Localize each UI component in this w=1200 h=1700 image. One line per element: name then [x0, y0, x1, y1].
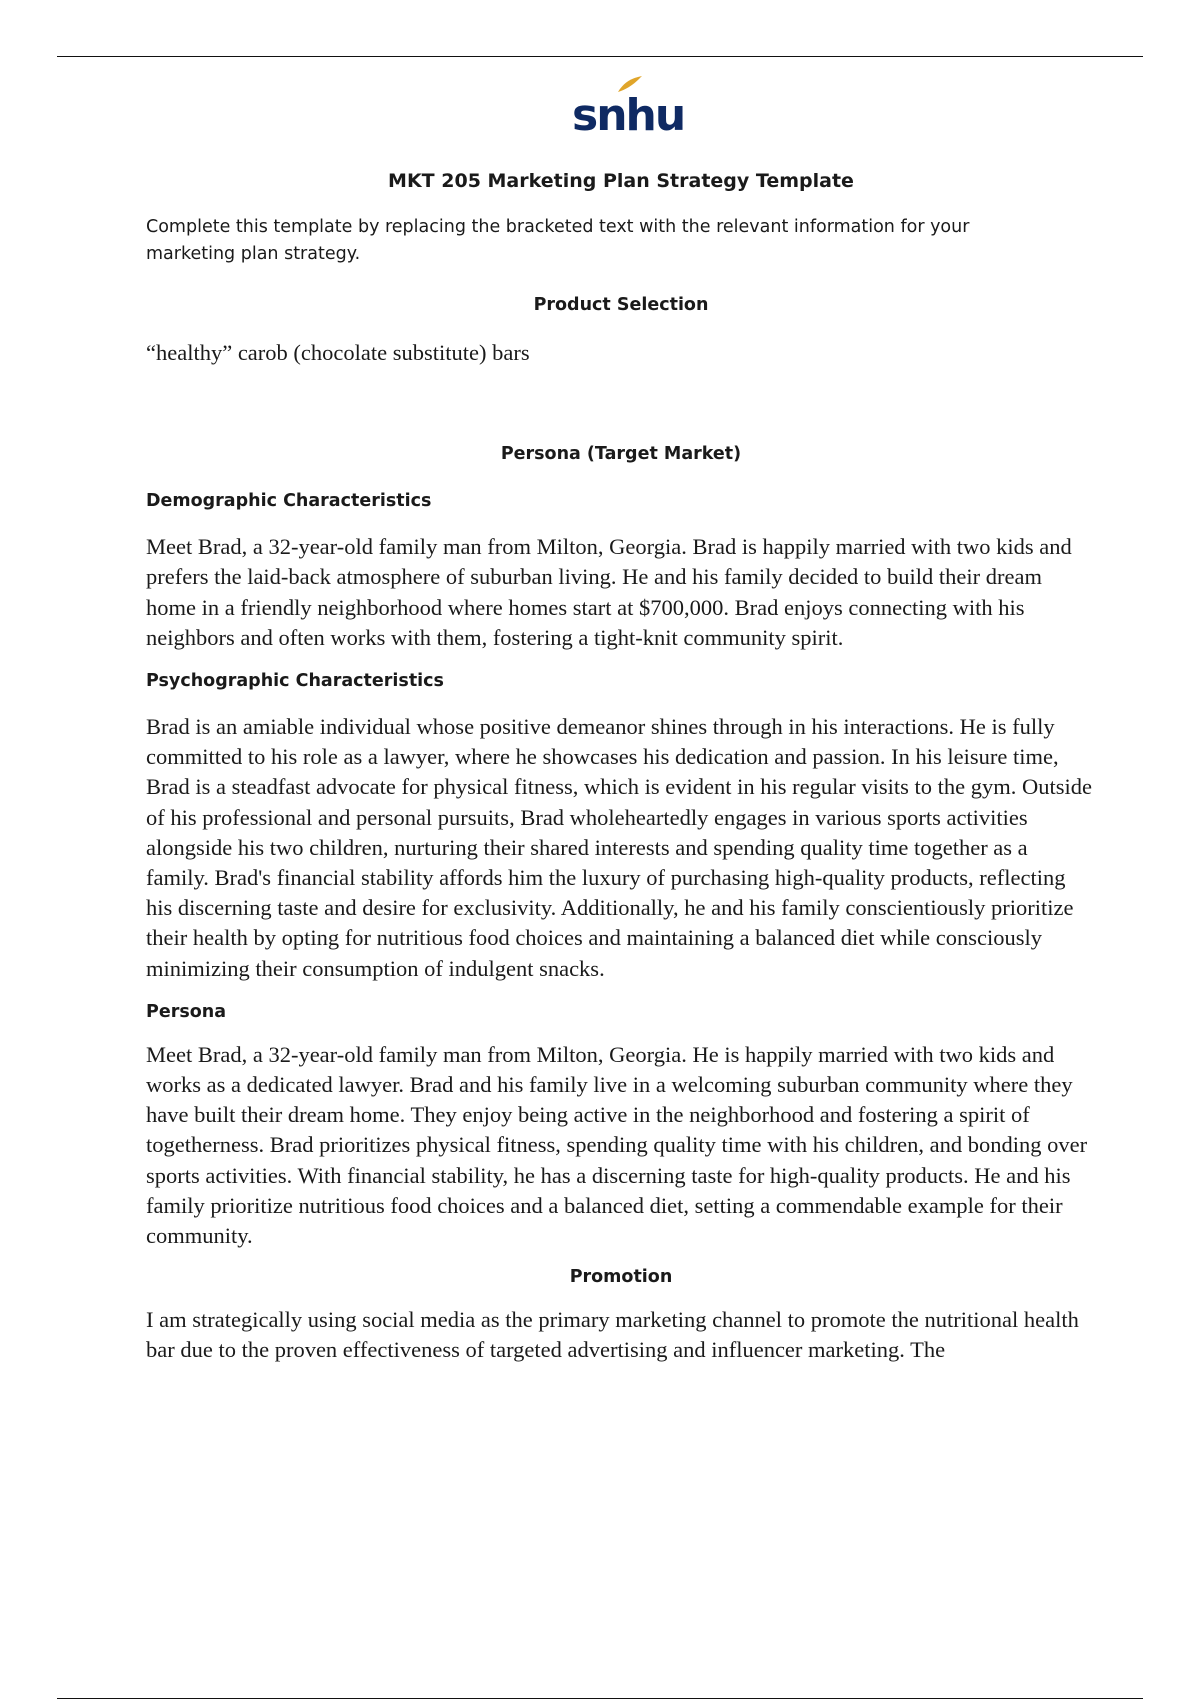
top-rule: [57, 56, 1143, 57]
persona-text: Meet Brad, a 32-year-old family man from Milton, Georgia. He is happily married with two kids and works as a dedicated lawyer. Brad and his family live in a welcoming suburban community where they have built their dream home. They enjoy being active in the neighborhood and fostering a spirit of togetherness. Brad prioritizes physical fitness, spending quality time with his children, and bonding over sports activities. With financial stability, he has a discerning taste for high-quality products. He and his family prioritize nutritious food choices and a balanced diet, setting a commendable example for their community.: [146, 1041, 1088, 1249]
demographic-text: Meet Brad, a 32-year-old family man from Milton, Georgia. Brad is happily married with two kids and prefers the laid-back atmosphere of suburban living. He and his family decided to build their dream home in a friendly neighborhood where homes start at $700,000. Brad enjoys connecting with his neighbors and often works with them, fostering a tight-knit community spirit.: [146, 534, 1072, 650]
snhu-logo: [572, 76, 685, 141]
persona-heading: Persona: [146, 1001, 227, 1022]
promotion-text: I am strategically using social media as the primary marketing channel to promote the nutritional health bar due to the proven effectiveness of targeted advertising and influencer marketing. The: [146, 1307, 1079, 1363]
persona-target-market-heading: Persona (Target Market): [500, 444, 742, 465]
demographic-heading: Demographic Characteristics: [146, 491, 432, 512]
product-selection-text: “healthy” carob (chocolate substitute) bars: [146, 340, 530, 365]
psychographic-heading: Psychographic Characteristics: [146, 671, 444, 692]
promotion-heading: Promotion: [569, 1267, 673, 1288]
logo-wordmark: snhu: [572, 90, 685, 141]
instructions-text: Complete this template by replacing the bracketed text with the relevant information for your marketing plan strategy.: [146, 217, 970, 264]
psychographic-text: Brad is an amiable individual whose positive demeanor shines through in his interactions. He is fully committed to his role as a lawyer, where he showcases his dedication and passion. In his leisure time, Brad is a steadfast advocate for physical fitness, which is evident in his regular visits to the gym. Outside of his professional and personal pursuits, Brad wholeheartedly engages in various sports activities alongside his two children, nurturing their shared interests and spending quality time together as a family. Brad's financial stability affords him the luxury of purchasing high-quality products, reflecting his discerning taste and desire for exclusivity. Additionally, he and his family conscientiously prioritize their health by opting for nutritious food choices and maintaining a balanced diet while consciously minimizing their consumption of indulgent snacks.: [146, 714, 1093, 981]
document-body: [146, 158, 1096, 1366]
product-selection-heading: Product Selection: [533, 295, 709, 315]
page-title: MKT 205 Marketing Plan Strategy Template: [388, 170, 854, 192]
bottom-rule: [57, 1698, 1143, 1699]
